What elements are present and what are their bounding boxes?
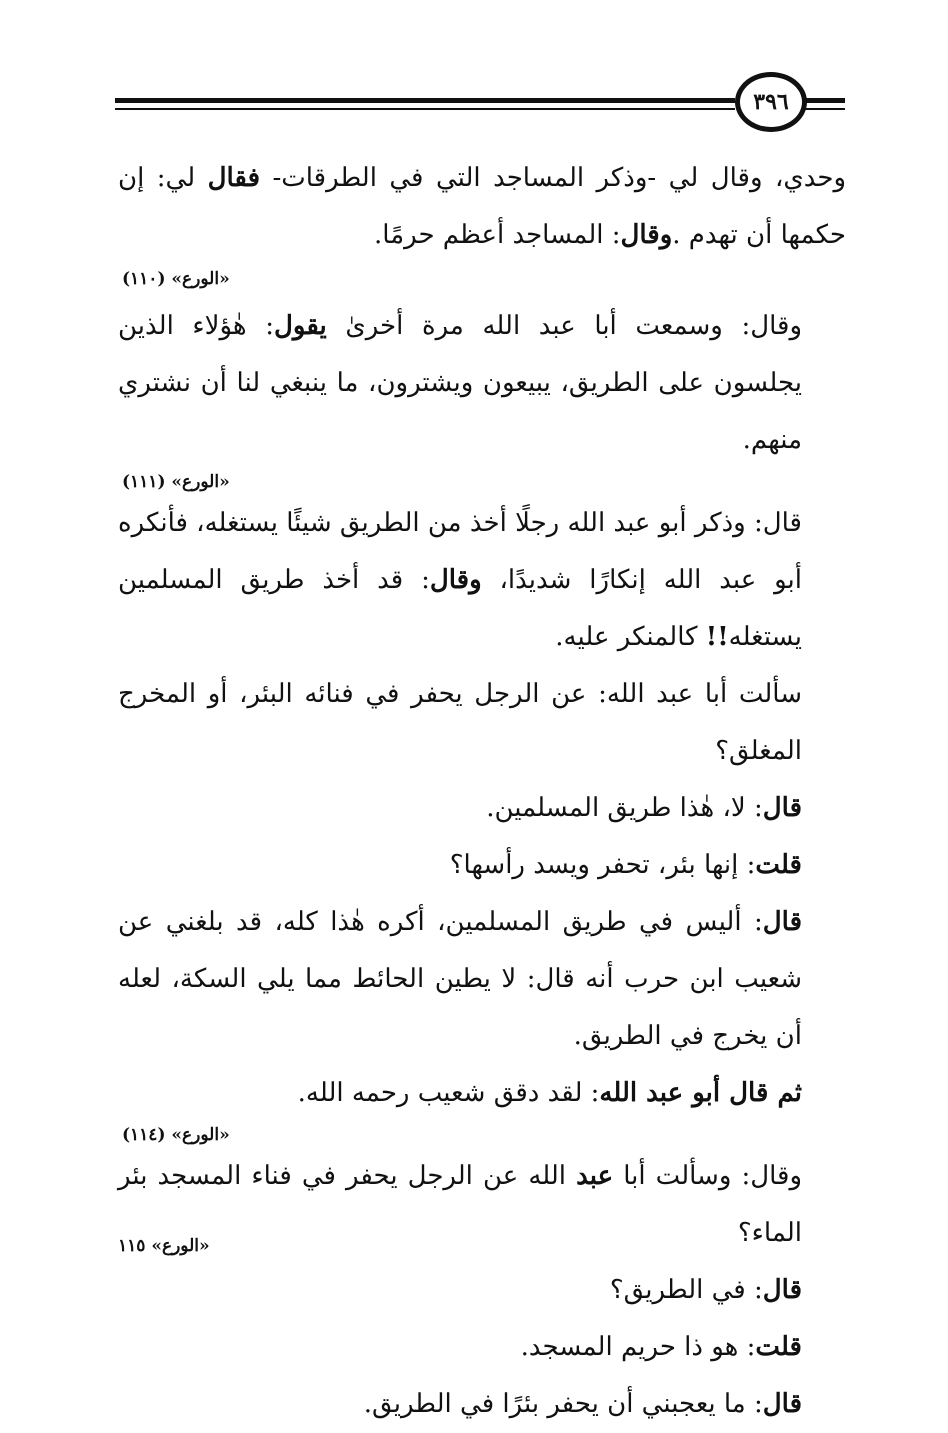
page-header (115, 70, 845, 140)
paragraph: سألت أبا عبد الله: عن الرجل يحفر في فنائه البئر، أو المخرج المغلق؟ (118, 679, 802, 766)
paragraph: وحدي، وقال لي -وذكر المساجد التي في الطرقات- فقال لي: إن حكمها أن تهدم .وقال: المساجد أعظم حرمًا. (118, 163, 847, 250)
paragraph: قال: لا، هٰذا طريق المسلمين. (486, 793, 802, 823)
paragraph: ثم قال أبو عبد الله: لقد دقق شعيب رحمه الله. (297, 1078, 802, 1108)
paragraph: قال: أليس في طريق المسلمين، أكره هٰذا كله، قد بلغني عن شعيب ابن حرب أنه قال: لا يطين الحائط مما يلي السكة، لعله أن يخرج في الطريق. (118, 907, 802, 1051)
reference-citation: «الورع» (١١١) (122, 472, 230, 492)
page-body (118, 150, 846, 1433)
page-number: ٣٩٦ (735, 72, 807, 132)
paragraph: وقال: وسمعت أبا عبد الله مرة أخرىٰ يقول: هٰؤلاء الذين يجلسون على الطريق، يبيعون ويشترون، ما ينبغي لنا أن نشتري منهم. (118, 311, 803, 455)
header-rule-thick (115, 98, 735, 103)
paragraph: قلت: إنها بئر، تحفر ويسد رأسها؟ (449, 850, 802, 880)
paragraph: قلت: هو ذا حريم المسجد. (520, 1332, 802, 1362)
paragraph: قال: ما يعجبني أن يحفر بئرًا في الطريق. (363, 1389, 802, 1419)
header-rule-right (805, 98, 845, 103)
reference-citation: «الورع» (١١٠) (122, 269, 230, 289)
paragraph: وقال: وسألت أبا عبد الله عن الرجل يحفر في فناء المسجد بئر الماء؟ (118, 1161, 803, 1248)
footnote: «الورع» ١١٥ (118, 1236, 210, 1256)
header-rule-thin (115, 108, 735, 110)
paragraph: قال: وذكر أبو عبد الله رجلًا أخذ من الطريق شيئًا يستغله، فأنكره أبو عبد الله إنكارًا شديدًا، وقال: قد أخذ طريق المسلمين يستغله!! كالمنكر عليه. (118, 508, 803, 652)
header-rule-right-thin (805, 108, 845, 110)
paragraph: قال: في الطريق؟ (609, 1275, 802, 1305)
reference-citation: «الورع» (١١٤) (122, 1125, 230, 1145)
